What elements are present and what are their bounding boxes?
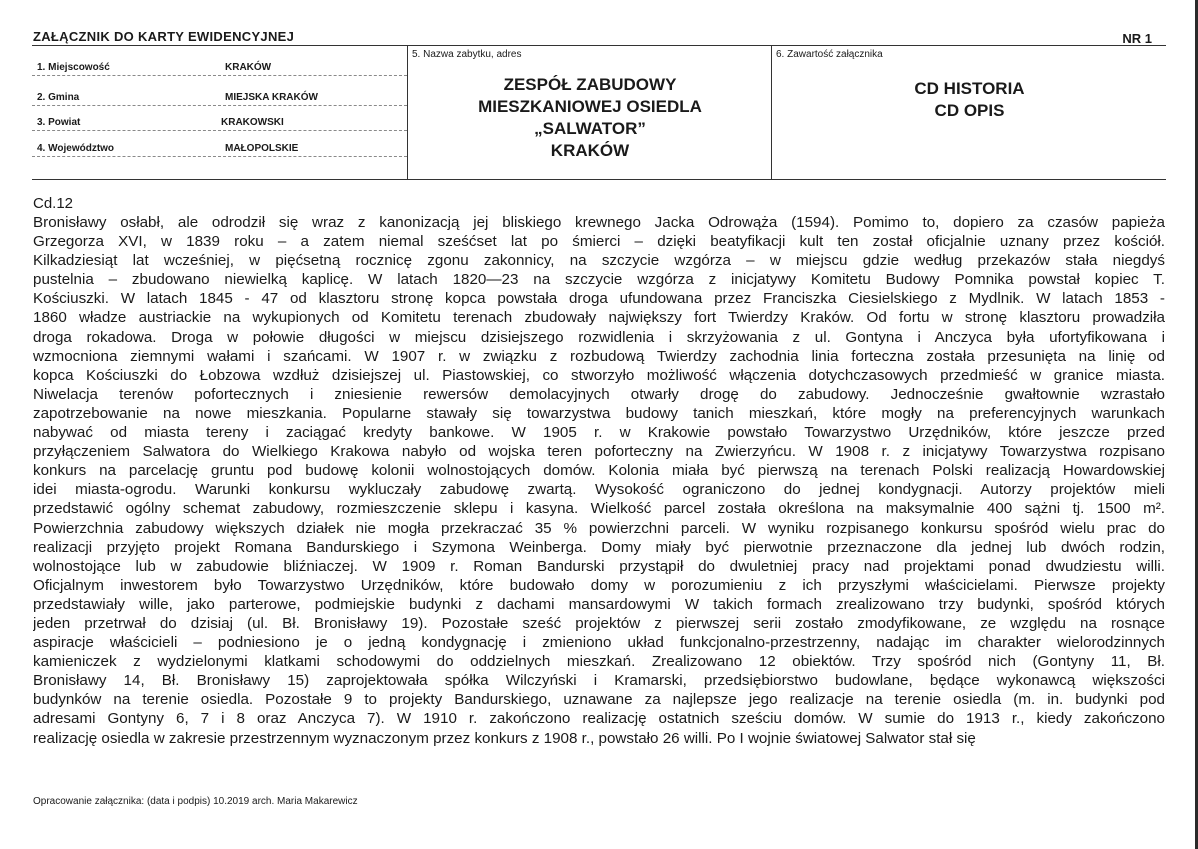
body-line: budynków na terenie osiedla. Pozostałe 9 to projekty Bandurskiego, uznawane za najlepsze jego realizacje na terenie osiedla (m. in. budynki pod bbox=[33, 691, 1165, 709]
header-table bbox=[32, 45, 1166, 180]
contents-caption: 6. Zawartość załącznika bbox=[776, 49, 883, 60]
body-line: Bronisławy osłabł, ale odrodził się wraz z kanonizacją jej bliskiego krewnego Jacka Odrowąża (1594). Pomimo to, dopiero za czasów papieża bbox=[33, 214, 1165, 231]
field-label: 2. Gmina bbox=[37, 92, 80, 103]
body-line: Kilkadziesiąt lat wcześniej, w pięćsetną rocznicę zgonu zakonnicy, na szczycie wzgórza – w miejscu gdzie według przekazów stała niegdyś bbox=[33, 252, 1165, 270]
monument-name-cell bbox=[407, 46, 772, 179]
attachment-number: NR 1 bbox=[1122, 31, 1152, 46]
field-row-miejscowosc bbox=[32, 51, 407, 76]
contents-line: CD OPIS bbox=[934, 101, 1005, 120]
field-value: KRAKÓW bbox=[225, 62, 272, 73]
body-line: aspiracje właścicieli – podniesiono je o jedną kondygnację i zmieniono układ funkcjonalno-przestrzenny, nadając im charakter wielorodzinnych bbox=[33, 634, 1165, 652]
monument-name-line: „SALWATOR” bbox=[534, 119, 646, 138]
field-label: 3. Powiat bbox=[37, 117, 81, 128]
attachment-contents-cell bbox=[771, 46, 1167, 179]
monument-name-line: KRAKÓW bbox=[550, 141, 630, 160]
body-line: 1860 władze austriackie na wykupionych od Komitetu terenach zbudowały największy fort Twierdzy Kraków. Od fortu w stronę klasztoru prowadziła bbox=[33, 309, 1165, 327]
body-line: realizację osiedla w zakresie przestrzennym wyznaczonym przez konkurs z 1908 r., powstało 26 willi. Po I wojnie światowej Salwator stał się bbox=[33, 729, 976, 747]
field-label: 4. Województwo bbox=[37, 143, 115, 154]
body-line: pustelnia – zbudowano niewielką kaplicę. W latach 1820—23 na szczycie wzgórza z inicjatywy Komitetu Budowy Pomnika powstał kopiec T. bbox=[33, 271, 1165, 289]
field-label: 1. Miejscowość bbox=[37, 62, 110, 73]
body-line: Kościuszki. W latach 1845 - 47 od klasztoru stronę kopca powstała droga ufundowana przez Franciszka Ciesielskiego z Mydlnik. W latach 1853 - bbox=[33, 290, 1165, 308]
body-line: wolnostojące lub w zabudowie bliźniaczej. W 1909 r. Roman Bandurski przystąpił do dwuletniej pracy nad projektami ponad dwudziestu willi. bbox=[33, 557, 1165, 575]
body-line: adresami Gontyny 6, 7 i 8 oraz Anczyca 7). W 1910 r. zakończono realizację ostatnich sześciu domów. W sumie do 1913 r., kiedy zakończono bbox=[33, 710, 1165, 728]
field-value: MIEJSKA KRAKÓW bbox=[225, 92, 318, 103]
body-line: Niwelacja terenów pofortecznych i zniesienie rewersów demolacyjnych otwarły drogę do zabudowy. Jednocześnie gwałtownie wzrastało bbox=[33, 385, 1165, 403]
body-line: przedstawić ogólny schemat zabudowy, rozmieszczenie sklepu i kasyna. Wielkość parcel została określona na maksymalnie 400 sążni tj. 1500 m². bbox=[33, 500, 1165, 518]
body-line: wzmocniona ziemnymi wałami i szańcami. W 1907 r. w związku z rozbudową Twierdzy zachodnia linia forteczna została przesunięta na linię od bbox=[33, 347, 1165, 365]
monument-name-line: ZESPÓŁ ZABUDOWY bbox=[503, 75, 677, 94]
footer-signature: Opracowanie załącznika: (data i podpis) 10.2019 arch. Maria Makarewicz bbox=[33, 796, 358, 807]
body-line: przedstawiały wille, jako parterowe, podmiejskie budynki z dachami mansardowymi W takich formach zrealizowano trzy budynki, spośród których bbox=[33, 595, 1165, 613]
contents-line: CD HISTORIA bbox=[914, 79, 1025, 98]
body-line: realizacji przyjęto projekt Romana Bandurskiego i Szymona Weinberga. Domy miały być pierwotnie przeznaczone dla jednej lub dwóch rodzin, bbox=[33, 538, 1165, 556]
monument-caption: 5. Nazwa zabytku, adres bbox=[412, 49, 522, 60]
body-line: przyłączeniem Salwatora do Wielkiego Krakowa nabyło od wojska teren pofortеczny na Zwierzyńcu. W 1908 r. z inicjatywy Towarzystwa rozpisano bbox=[33, 443, 1165, 461]
body-line: idei miasta-ogrodu. Warunki konkursu wykluczały zabudowę zwartą. Wysokość ograniczono do jednej kondygnacji. Autorzy projektów mieli bbox=[33, 481, 1165, 499]
field-value: KRAKOWSKI bbox=[221, 117, 284, 128]
section-id: Cd.12 bbox=[33, 195, 74, 212]
body-line: nabywać od miasta tereny i zaciągać kredyty bankowe. W 1905 r. w Krakowie powstało Towarzystwo Urzędników, które jeszcze przed bbox=[33, 424, 1165, 442]
body-line: Oficjalnym inwestorem było Towarzystwo Urzędników, które budowało domy w porozumieniu z ich przyszłymi właścicielami. Pierwsze projekty bbox=[33, 576, 1165, 594]
document-title: ZAŁĄCZNIK DO KARTY EWIDENCYJNEJ bbox=[33, 29, 295, 44]
body-line: Bronisławy 14, Bł. Bronisławy 15) zaprojektowała spółka Wilczyński i Kramarski, przedsiębiorstwo budowlane, będące wykonawcą większości bbox=[33, 672, 1165, 690]
body-line: Powierzchnia zabudowy większych działek nie mogła przekraczać 35 % powierzchni parceli. W wyniku rozpisanego konkursu spośród wielu prac do bbox=[33, 519, 1165, 537]
field-row-powiat bbox=[32, 106, 407, 131]
body-line: zapotrzebowanie na nowe mieszkania. Popularne stawały się towarzystwa budowy tanich mieszkań, które mogły na preferencyjnych warunkach bbox=[33, 404, 1165, 422]
body-text bbox=[33, 213, 1165, 748]
body-line: droga rokadowa. Droga w połowie długości w miejscu dzisiejszego rozwidlenia i skrzyżowania z ul. Gontyna i Anczyca była ufortyfikowana i bbox=[33, 328, 1165, 346]
monument-name-line: MIESZKANIOWEJ OSIEDLA bbox=[478, 97, 702, 116]
body-line: kopca Kościuszki do Łobzowa wzdłuż dzisiejszej ul. Piastowskiej, co stworzyło możliwość włączenia dotychczasowych przedmieść w granice miasta. bbox=[33, 366, 1165, 384]
contents-list bbox=[772, 78, 1167, 122]
field-row-gmina bbox=[32, 81, 407, 106]
body-line: Grzegorza XVI, w 1839 roku – a zatem niemal sześćset lat po śmierci – dzięki beatyfikacji kult ten został oficjalnie uznany przez kościół. bbox=[33, 233, 1165, 251]
field-value: MAŁOPOLSKIE bbox=[225, 143, 299, 154]
location-fields bbox=[32, 46, 407, 179]
body-line: konkurs na parcelację gruntu pod budowę kolonii wolnostojących domów. Kolonia miała być pierwszą na terenach Polski realizacją Howardowskiej bbox=[33, 462, 1165, 480]
field-row-wojewodztwo bbox=[32, 132, 407, 157]
monument-name bbox=[408, 74, 772, 162]
body-line: kamieniczek z wydzielonymi klatkami schodowymi do oddzielnych mieszkań. Zrealizowano 12 obiektów. Trzy spośród nich (Gontyny 11, Bł. bbox=[33, 653, 1165, 671]
body-line: jeden przetrwał do dzisiaj (ul. Bł. Bronisławy 19). Pozostałe sześć projektów z pierwszej serii zostało zmodyfikowane, ze względu na rosnące bbox=[33, 614, 1165, 632]
